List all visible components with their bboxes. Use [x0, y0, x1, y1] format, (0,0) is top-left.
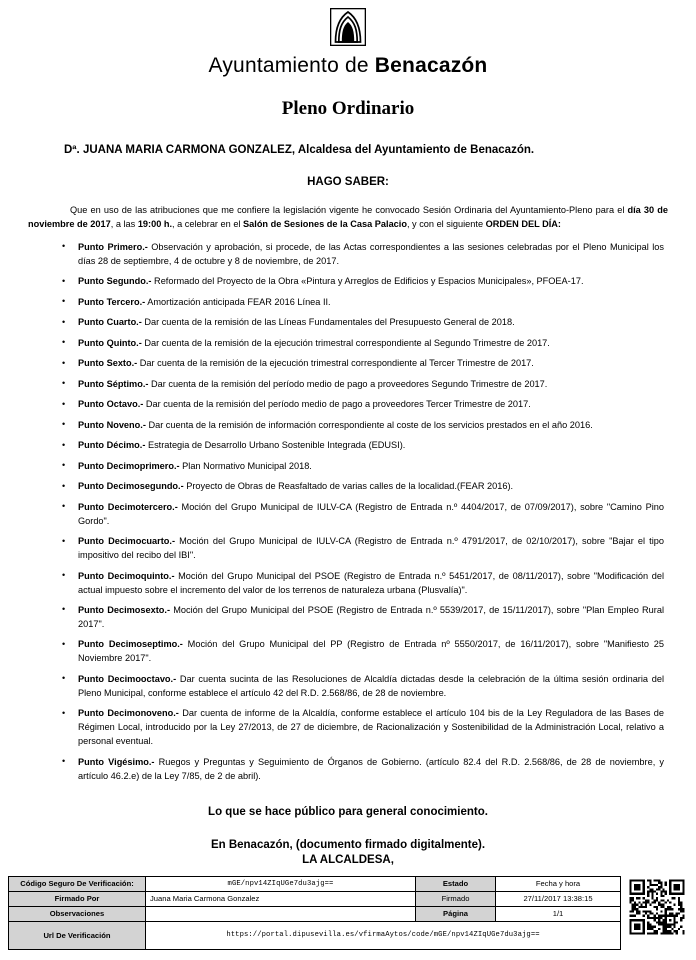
estado-header: Estado [416, 877, 496, 892]
intro-part-4: , y con el siguiente [406, 218, 486, 229]
agenda-item [58, 357, 664, 371]
agenda-item-label: Punto Tercero.- [78, 296, 146, 307]
agenda-item-label: Punto Vigésimo.- [78, 756, 155, 767]
agenda-item [58, 419, 664, 433]
gothic-arch-crest-icon [330, 8, 366, 46]
agenda-item-text: Observación y aprobación, si procede, de las Actas correspondientes a las sesiones celebradas por el Pleno Municipal los días 28 de septiembre, 4 de octubre y 8 de noviembre, de 2017. [78, 241, 664, 266]
observaciones-label: Observaciones [9, 907, 146, 922]
pagina-header: Página [416, 907, 496, 922]
agenda-item-label: Punto Decimooctavo.- [78, 673, 177, 684]
agenda-item-text: Dar cuenta sucinta de las Resoluciones de Alcaldía dictadas desde la celebración de la última sesión ordinaria del Pleno Municipal, conforme establece el artículo 42 del R.D. 2.568/86, de 28 de noviembre. [78, 673, 664, 698]
intro-session-time: 19:00 h. [137, 218, 173, 229]
agenda-item [58, 398, 664, 412]
intro-session-venue: Salón de Sesiones de la Casa Palacio [243, 218, 407, 229]
agenda-item-text: Dar cuenta de la remisión de la ejecución trimestral correspondiente al Segundo Trimestre de 2017. [141, 337, 550, 348]
agenda-item-text: Dar cuenta de informe de la Alcaldía, conforme establece el artículo 104 bis de la Ley Reguladora de las Bases de Régimen Local, introducido por la Ley 27/2013, de 27 de diciembre, de Racionalización y Sostenibilidad de la Administración Local, relativo a personal eventual. [78, 708, 665, 747]
closing-block [28, 806, 668, 869]
url-value: https://portal.dipusevilla.es/vfirmaAytos/code/mGE/npv14ZIqUGe7du3ajg== [146, 922, 621, 950]
agenda-item [58, 241, 664, 269]
agenda-item-text: Moción del Grupo Municipal del PSOE (Registro de Entrada n.º 5451/2017, de 08/11/2017), sobre "Modificación del actual impuesto sobre el incremento del valor de los terrenos de naturaleza urbana (Plusvalía)". [78, 570, 664, 595]
agenda-item-label: Punto Decimocuarto.- [78, 536, 176, 547]
agenda-item [58, 535, 664, 563]
agenda-item [58, 570, 664, 598]
agenda-item-label: Punto Octavo.- [78, 399, 144, 410]
agenda-item-text: Moción del Grupo Municipal de IULV-CA (Registro de Entrada n.º 4404/2017, de 07/09/2017), sobre "Camino Pino Gordo". [78, 501, 665, 526]
agenda-item-text: Dar cuenta de la remisión de información correspondiente al coste de los servicios prestados en el año 2016. [145, 419, 593, 430]
fecha-hora-value: 27/11/2017 13:38:15 [496, 892, 621, 907]
agenda-item-text: Dar cuenta de la remisión de las Líneas Fundamentales del Presupuesto General de 2018. [141, 317, 515, 328]
intro-part-1: Que en uso de las atribuciones que me confiere la legislación vigente he convocado Sesión Ordinaria del Ayuntamiento-Pleno para el [70, 204, 628, 215]
intro-part-3: , a celebrar en el [172, 218, 244, 229]
estado-value: Firmado [416, 892, 496, 907]
agenda-item [58, 673, 664, 701]
table-row [9, 922, 621, 950]
organization-title-prefix: Ayuntamiento de [208, 54, 375, 77]
agenda-item-label: Punto Segundo.- [78, 276, 152, 287]
agenda-item [58, 756, 664, 784]
mayor-declaration: Dª. JUANA MARIA CARMONA GONZALEZ, Alcaldesa del Ayuntamiento de Benacazón. [64, 144, 535, 156]
organization-title [0, 54, 696, 78]
agenda-item [58, 707, 664, 749]
agenda-item-text: Moción del Grupo Municipal del PP (Registro de Entrada nº 5550/2017, de 16/11/2017), sobre "Manifiesto 25 Noviembre 2017". [78, 639, 665, 664]
qr-code-svg [626, 876, 688, 938]
agenda-item-text: Plan Normativo Municipal 2018. [179, 460, 312, 471]
observaciones-value [146, 907, 416, 922]
agenda-item-text: Moción del Grupo Municipal del PSOE (Registro de Entrada n.º 5539/2017, de 15/11/2017), sobre "Plan Empleo Rural 2017". [78, 604, 664, 629]
verification-footer [8, 876, 688, 950]
document-content [0, 142, 696, 869]
agenda-item-label: Punto Noveno.- [78, 419, 146, 430]
agenda-item [58, 439, 664, 453]
agenda-item-label: Punto Séptimo.- [78, 378, 149, 389]
agenda-item-text: Proyecto de Obras de Reasfaltado de varias calles de la localidad.(FEAR 2016). [183, 481, 514, 492]
agenda-item-label: Punto Cuarto.- [78, 317, 142, 328]
firmado-por-label: Firmado Por [9, 892, 146, 907]
agenda-item-label: Punto Decimosexto.- [78, 604, 171, 615]
table-row [9, 877, 621, 892]
agenda-item-text: Dar cuenta de la remisión de la ejecución trimestral correspondiente al Tercer Trimestre de 2017. [137, 358, 534, 369]
agenda-item [58, 460, 664, 474]
agenda-item [58, 604, 664, 632]
agenda-item-label: Punto Quinto.- [78, 337, 142, 348]
csv-label: Código Seguro De Verificación: [9, 877, 146, 892]
agenda-item-label: Punto Decimosegundo.- [78, 481, 184, 492]
agenda-item [58, 480, 664, 494]
agenda-item-text: Ruegos y Preguntas y Seguimiento de Órganos de Gobierno. (artículo 82.4 del R.D. 2.568/86, de 28 de noviembre, y artículo 46.2.e) de la Ley 7/85, de 2 de abril). [78, 756, 664, 781]
agenda-item [58, 337, 664, 351]
closing-line-1: Lo que se hace público para general conocimiento. [208, 805, 488, 818]
agenda-item-label: Punto Decimoquinto.- [78, 570, 175, 581]
document-header [0, 0, 696, 120]
agenda-item-label: Punto Decimoseptimo.- [78, 639, 183, 650]
agenda-item-label: Punto Decimoprimero.- [78, 460, 180, 471]
verification-table [8, 876, 621, 950]
agenda-item [58, 296, 664, 310]
qr-code-icon [626, 876, 688, 938]
table-row [9, 907, 621, 922]
intro-orden-del-dia: ORDEN DEL DÍA: [485, 218, 561, 229]
agenda-item-text: Reformado del Proyecto de la Obra «Pintura y Arreglos de Edificios y Espacios Municipales», PFOEA-17. [151, 276, 584, 287]
organization-name: Benacazón [374, 54, 488, 77]
table-row [9, 892, 621, 907]
closing-line-2: En Benacazón, (documento firmado digitalmente). [210, 838, 486, 851]
agenda-item [58, 638, 664, 666]
agenda-item-text: Moción del Grupo Municipal de IULV-CA (Registro de Entrada n.º 4791/2017, de 02/10/2017), sobre "Bajar el tipo impositivo del recibo del IBI". [78, 536, 664, 561]
intro-part-2: , a las [110, 218, 138, 229]
agenda-item-text: Estrategia de Desarrollo Urbano Sostenible Integrada (EDUSI). [145, 440, 406, 451]
agenda-item-text: Dar cuenta de la remisión del período medio de pago a proveedores Segundo Trimestre de 2017. [148, 378, 548, 389]
intro-paragraph [28, 204, 668, 232]
agenda-item-label: Punto Décimo.- [78, 440, 146, 451]
agenda-item-label: Punto Decimonoveno.- [78, 708, 179, 719]
agenda-item-text: Amortización anticipada FEAR 2016 Línea II. [145, 296, 331, 307]
agenda-item [58, 275, 664, 289]
csv-value: mGE/npv14ZIqUGe7du3ajg== [146, 877, 416, 892]
hago-saber-heading: HAGO SABER: [307, 175, 389, 188]
agenda-item [58, 316, 664, 330]
pagina-value: 1/1 [496, 907, 621, 922]
agenda-item-label: Punto Primero.- [78, 241, 148, 252]
agenda-item-text: Dar cuenta de la remisión del período medio de pago a proveedores Tercer Trimestre de 2017. [143, 399, 531, 410]
document-title: Pleno Ordinario [281, 98, 415, 119]
agenda-item-label: Punto Decimotercero.- [78, 501, 178, 512]
fecha-hora-header: Fecha y hora [496, 877, 621, 892]
firmado-por-value: Juana Maria Carmona Gonzalez [146, 892, 416, 907]
closing-line-3: LA ALCALDESA, [302, 854, 394, 867]
agenda-list [28, 241, 668, 784]
agenda-item-label: Punto Sexto.- [78, 358, 138, 369]
intro-session-date: día 30 de noviembre de 2017 [28, 204, 668, 229]
agenda-item [58, 501, 664, 529]
agenda-item [58, 378, 664, 392]
url-label: Url De Verificación [9, 922, 146, 950]
